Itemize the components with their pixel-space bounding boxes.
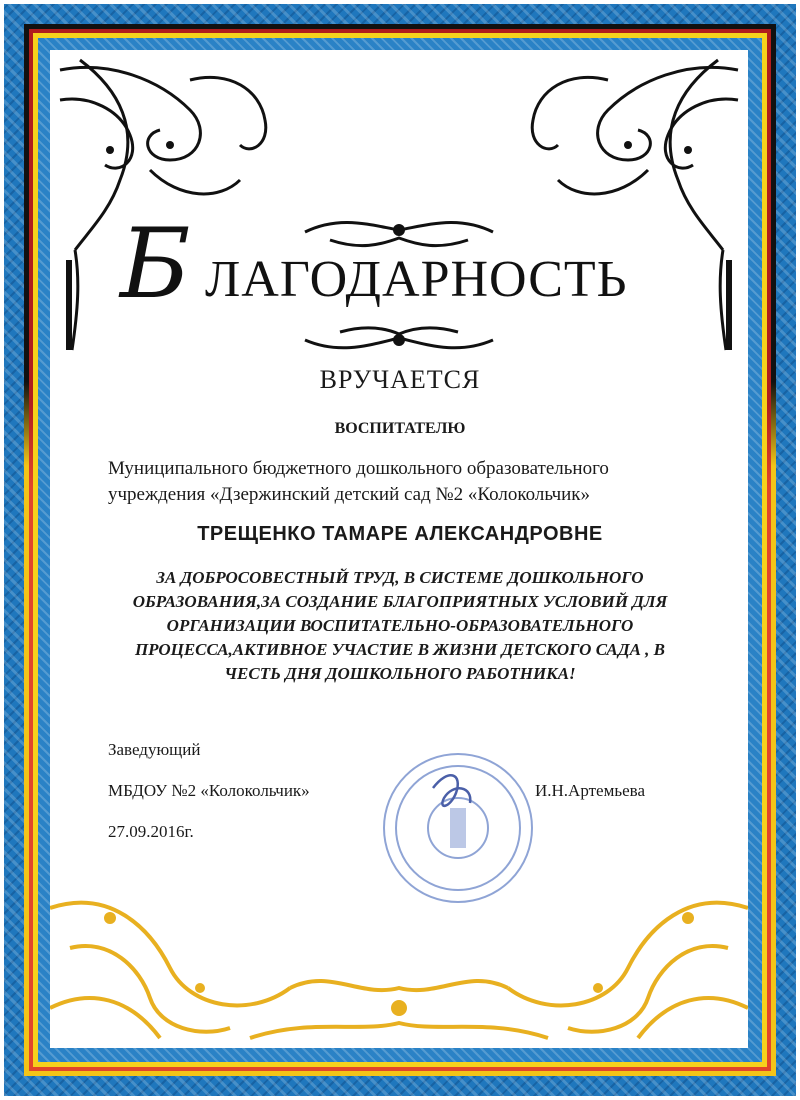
organization-line: Муниципального бюджетного дошкольного образовательного bbox=[108, 458, 609, 479]
reason-line: ЧЕСТЬ ДНЯ ДОШКОЛЬНОГО РАБОТНИКА! bbox=[224, 664, 576, 683]
organization bbox=[108, 456, 708, 508]
reason-line: ОРГАНИЗАЦИИ ВОСПИТАТЕЛЬНО-ОБРАЗОВАТЕЛЬНОГО bbox=[166, 616, 634, 635]
signer-organization: МБДОУ №2 «Колокольчик» bbox=[108, 781, 310, 800]
certificate-title: ЛАГОДАРНОСТЬ bbox=[205, 251, 628, 308]
signer-position: Заведующий bbox=[108, 740, 201, 759]
organization-line: учреждения «Дзержинский детский сад №2 «Колокольчик» bbox=[108, 484, 591, 505]
issue-date: 27.09.2016г. bbox=[108, 822, 194, 841]
reason-line: ПРОЦЕССА,АКТИВНОЕ УЧАСТИЕ В ЖИЗНИ ДЕТСКОГО САДА , В bbox=[134, 640, 666, 659]
recipient-rank: ВОСПИТАТЕЛЮ bbox=[334, 420, 466, 437]
award-reason bbox=[100, 566, 700, 686]
subtitle: ВРУЧАЕТСЯ bbox=[319, 365, 481, 394]
handwritten-signature bbox=[433, 775, 470, 806]
reason-line: ОБРАЗОВАНИЯ,ЗА СОЗДАНИЕ БЛАГОПРИЯТНЫХ УСЛОВИЙ ДЛЯ bbox=[132, 592, 668, 611]
signer-name: И.Н.Артемьева bbox=[535, 781, 645, 800]
reason-line: ЗА ДОБРОСОВЕСТНЫЙ ТРУД, В СИСТЕМЕ ДОШКОЛЬНОГО bbox=[156, 568, 644, 587]
recipient-name: ТРЕЩЕНКО ТАМАРЕ АЛЕКСАНДРОВНЕ bbox=[197, 523, 603, 545]
title-initial: Б bbox=[120, 208, 191, 320]
official-stamp bbox=[378, 748, 538, 908]
